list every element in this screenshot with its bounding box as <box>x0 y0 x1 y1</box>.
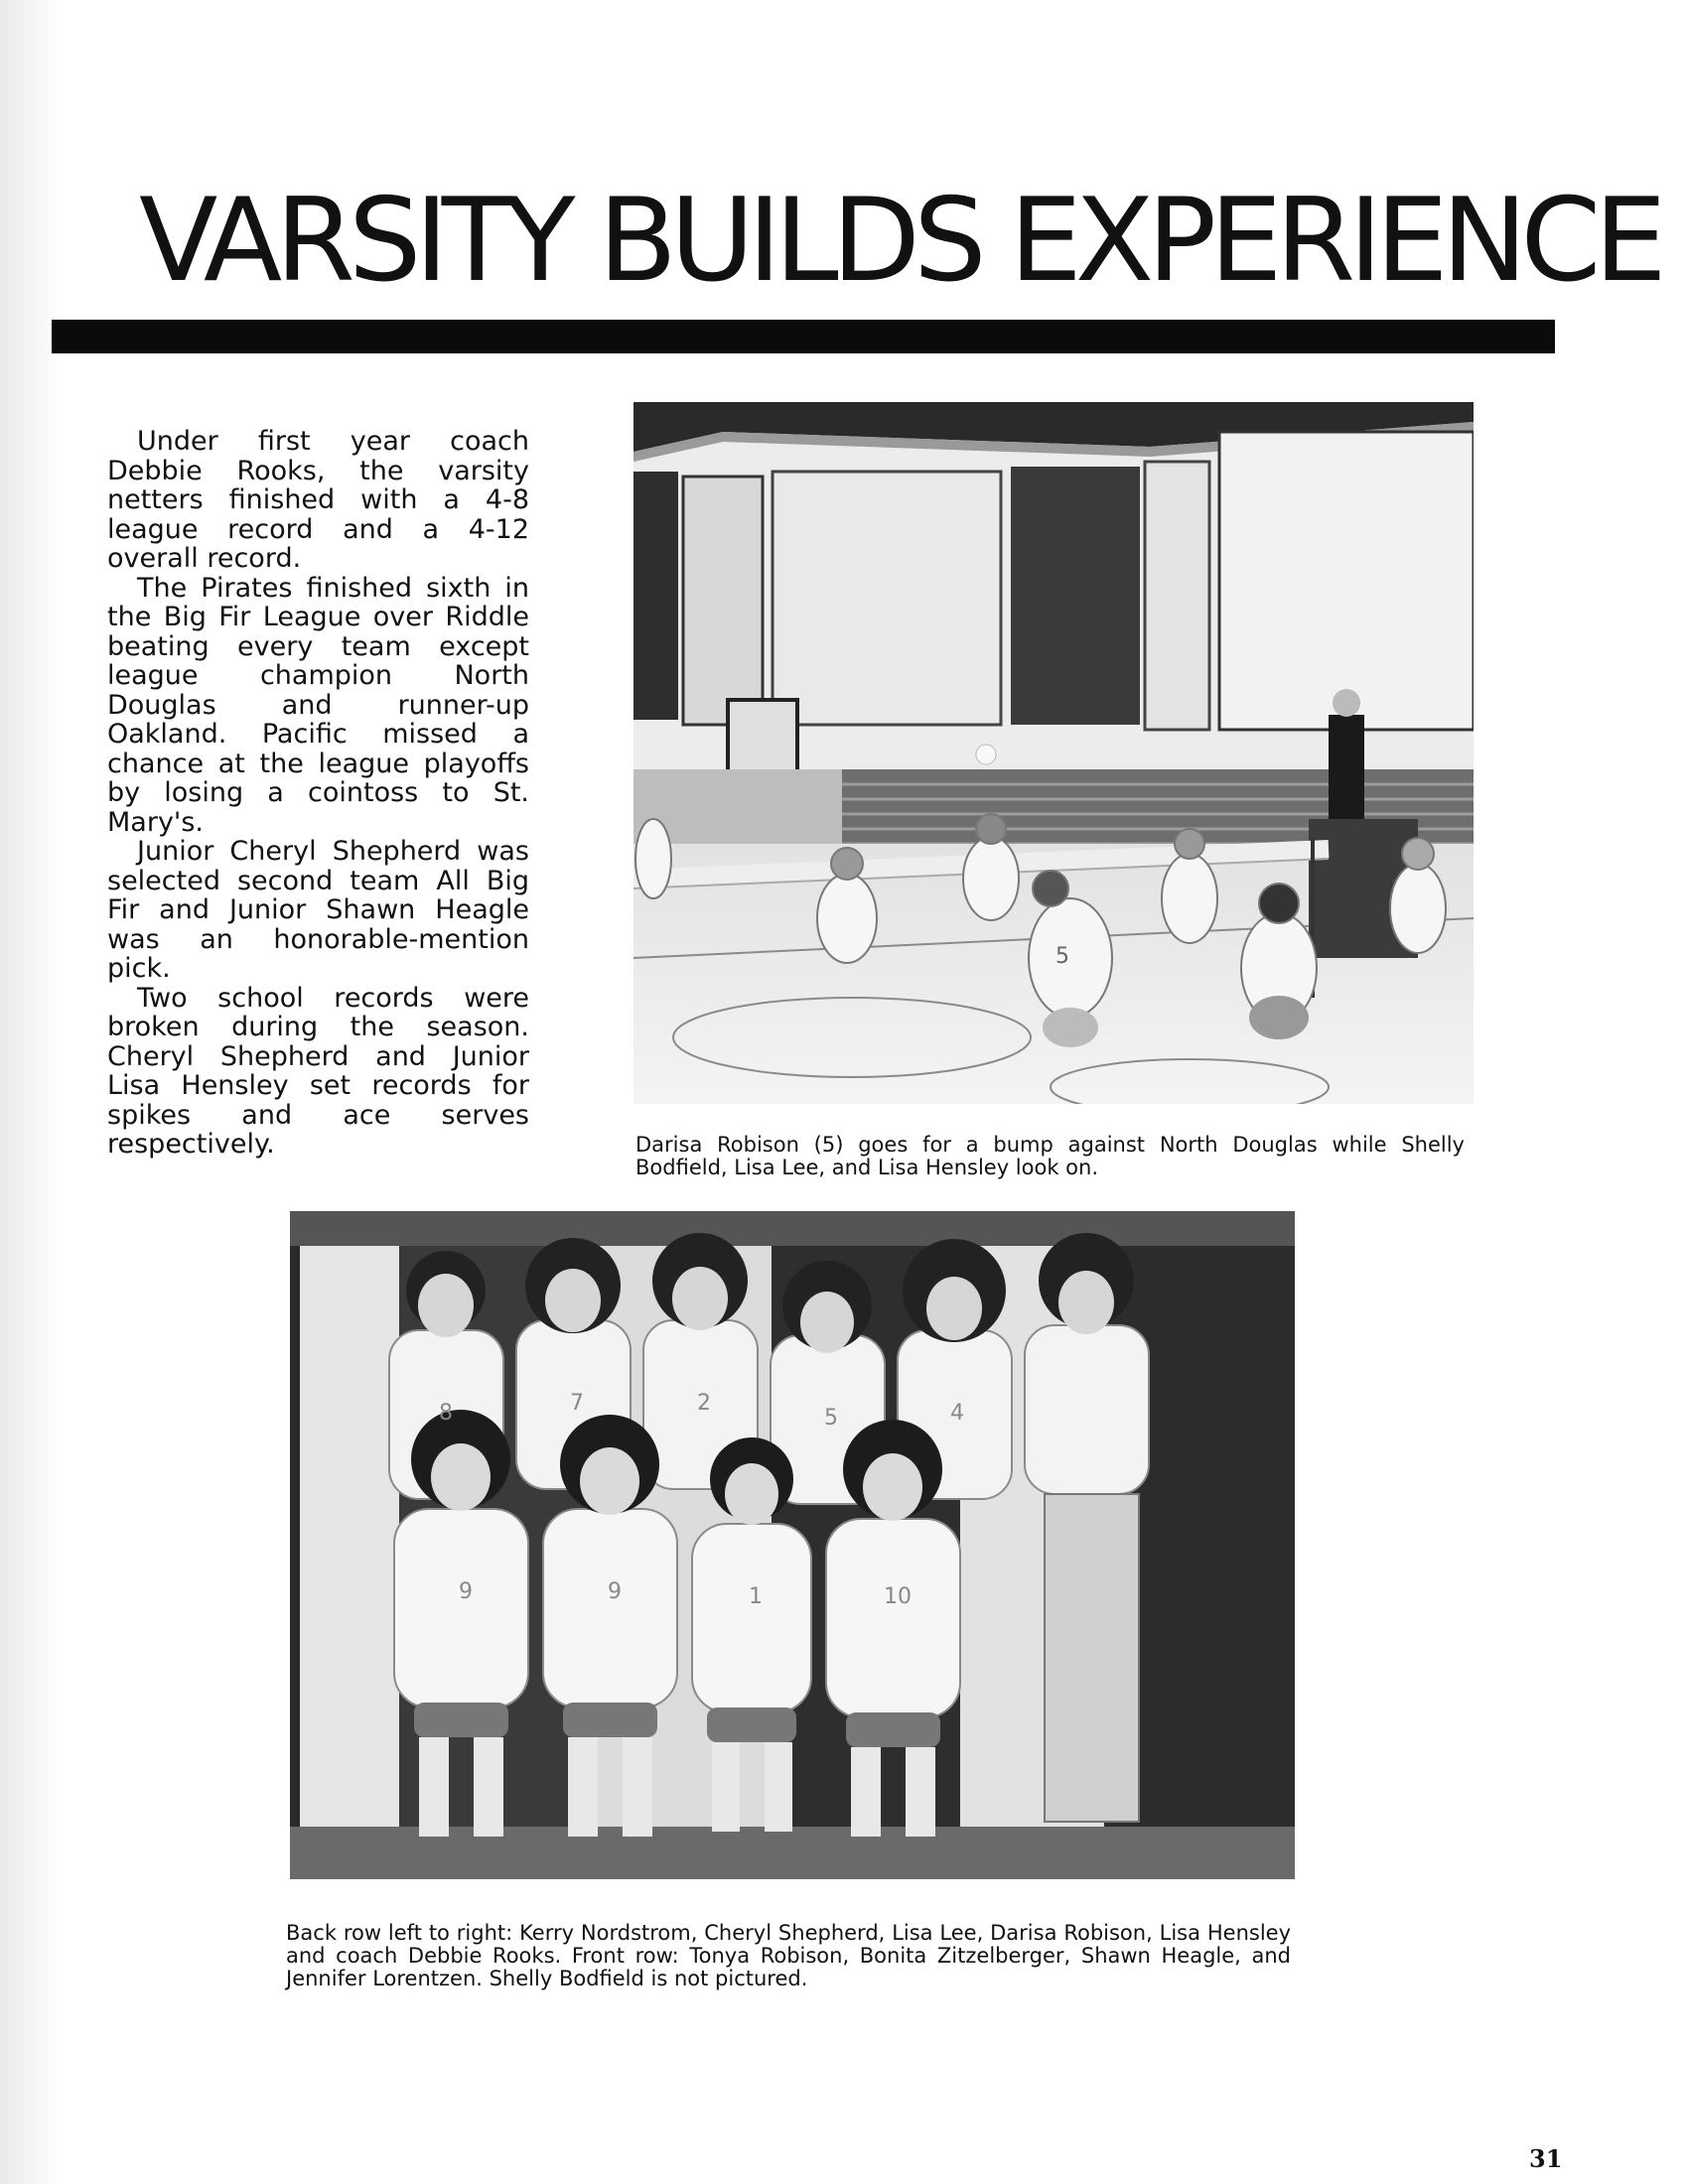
page-edge-shadow <box>0 0 60 2184</box>
game-action-photo <box>633 402 1474 1104</box>
team-photo-caption: Back row left to right: Kerry Nordstrom, Cheryl Shepherd, Lisa Lee, Darisa Robison, Lisa Hensley and coach Debbie Rooks. Front row: Tonya Robison, Bonita Zitzelberger, Shawn Heagle, and Jennifer Lorentzen. Shelly Bodfield is not pictured. <box>286 1921 1291 1990</box>
team-jersey-number: 2 <box>697 1391 711 1416</box>
article-body <box>107 427 529 1160</box>
page-title: VARSITY BUILDS EXPERIENCE <box>139 174 1660 308</box>
article-paragraph: Two school records were broken during the season. Cheryl Shepherd and Junior Lisa Hensley set records for spikes and ace serves respectively. <box>107 982 529 1160</box>
team-portrait-photo <box>290 1211 1295 1879</box>
team-jersey-number: 9 <box>459 1579 473 1604</box>
team-jersey-number: 5 <box>824 1406 838 1431</box>
article-paragraph: Under first year coach Debbie Rooks, the varsity netters finished with a 4-8 league record and a 4-12 overall record. <box>107 426 529 574</box>
team-jersey-number: 1 <box>749 1584 763 1609</box>
team-jersey-number: 8 <box>439 1401 453 1426</box>
team-jersey-number: 9 <box>608 1579 622 1604</box>
title-rule <box>52 320 1555 353</box>
page-number: 31 <box>1529 2144 1563 2173</box>
article-paragraph: Junior Cheryl Shepherd was selected second team All Big Fir and Junior Shawn Heagle was an honorable-mention pick. <box>107 836 529 984</box>
team-jersey-number: 10 <box>884 1584 912 1609</box>
team-jersey-number: 7 <box>570 1391 584 1416</box>
article-paragraph: The Pirates finished sixth in the Big Fir League over Riddle beating every team except league champion North Douglas and runner-up Oakland. Pacific missed a chance at the league playoffs by losing a cointoss to St. Mary's. <box>107 572 529 838</box>
team-jersey-number: 4 <box>950 1401 964 1426</box>
game-photo-caption: Darisa Robison (5) goes for a bump against North Douglas while Shelly Bodfield, Lisa Lee, and Lisa Hensley look on. <box>635 1133 1465 1179</box>
game-jersey-number: 5 <box>1055 944 1069 969</box>
